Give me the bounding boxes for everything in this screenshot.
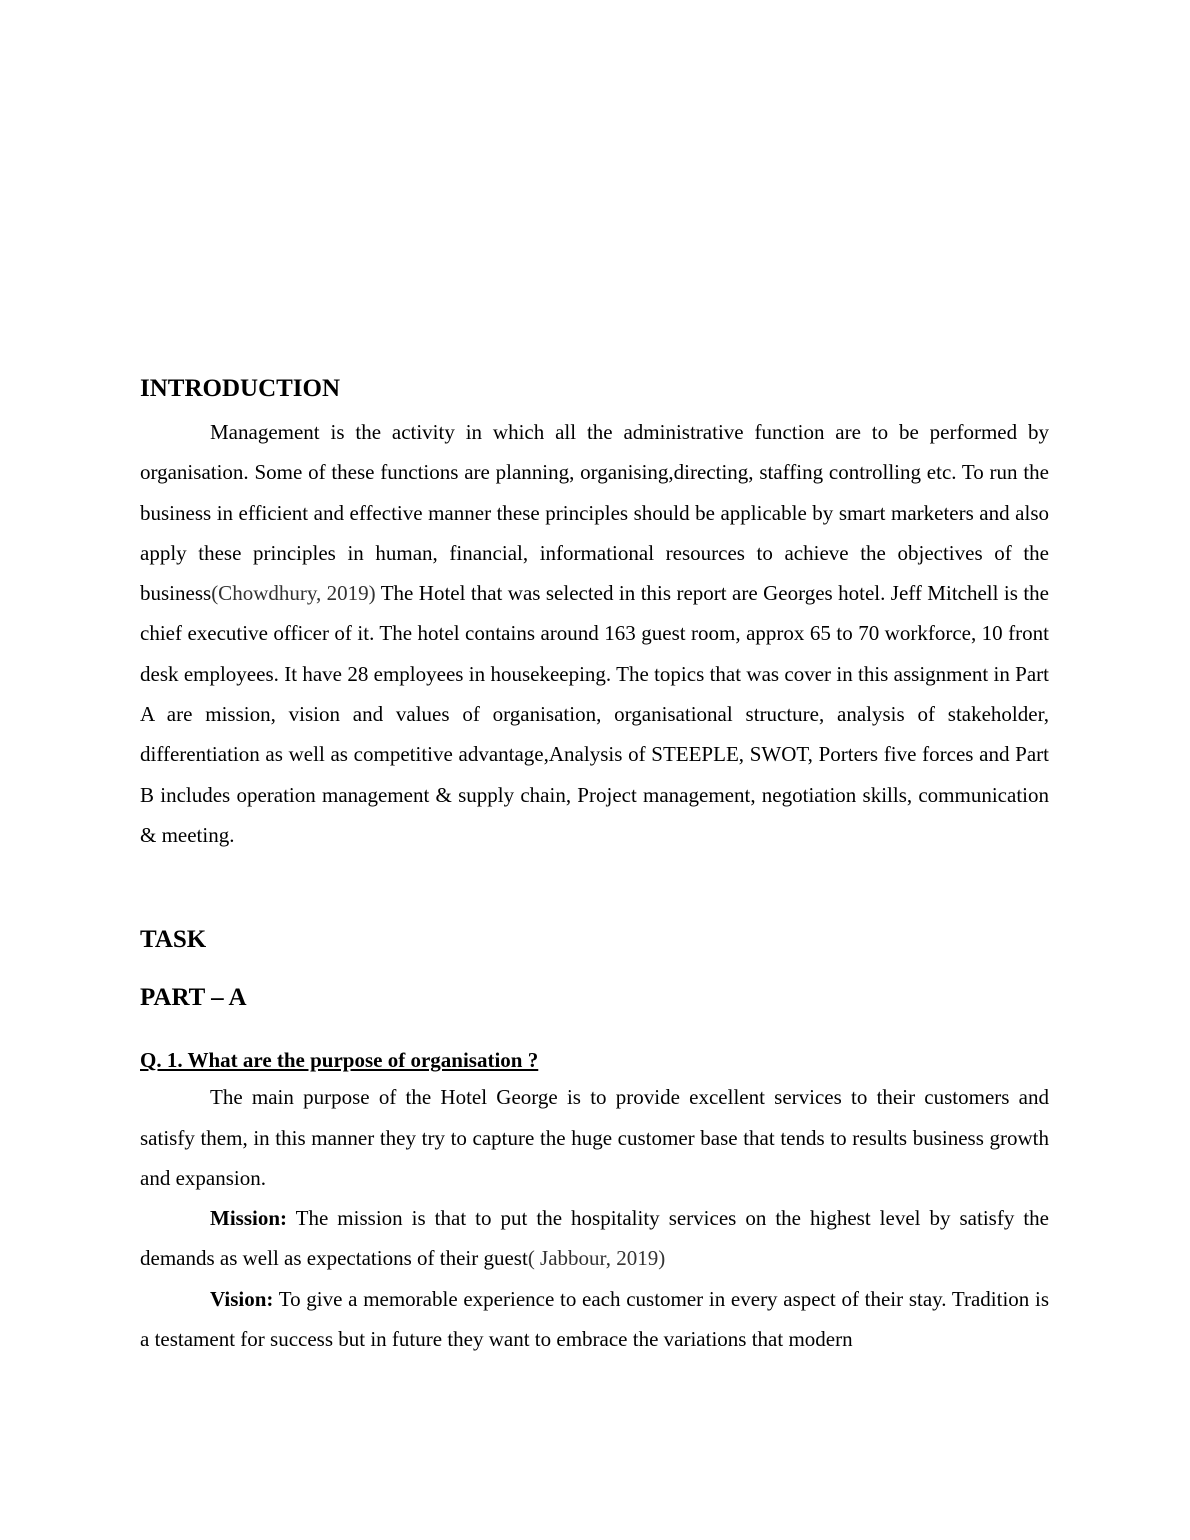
introduction-heading: INTRODUCTION	[140, 375, 341, 402]
part-a-heading: PART – A	[140, 984, 247, 1012]
mission-label: Mission:	[210, 1206, 288, 1231]
introduction-text-part1: Management is the activity in which all the administrative function are to be performed by organisation. Some of these functions are planning, organising,directing, staffing controlling etc. To run the business in efficient and effective manner these principles should be applicable by smart marketers and also apply these principles in human, financial, informational resources to achieve the objectives of the business	[140, 420, 1049, 606]
document-page	[140, 372, 1049, 1359]
question-1-title: Q. 1. What are the purpose of organisation ?	[140, 1048, 539, 1073]
vision-label: Vision:	[210, 1286, 274, 1311]
task-heading: TASK	[140, 926, 207, 954]
mission-paragraph	[140, 1198, 1049, 1279]
mission-citation: ( Jabbour, 2019)	[527, 1246, 666, 1271]
purpose-paragraph: The main purpose of the Hotel George is to provide excellent services to their customers and satisfy them, in this manner they try to capture the huge customer base that tends to results business growth and expansion.	[140, 1085, 1049, 1190]
vision-paragraph	[140, 1279, 1049, 1360]
vision-text: To give a memorable experience to each customer in every aspect of their stay. Tradition is a testament for success but in future they want to embrace the variations that modern	[140, 1286, 1049, 1352]
mission-text: The mission is that to put the hospitality services on the highest level by satisfy the demands as well as expectations of their guest	[140, 1206, 1049, 1271]
introduction-text-part2: The Hotel that was selected in this report are Georges hotel. Jeff Mitchell is the chief executive officer of it. The hotel contains around 163 guest room, approx 65 to 70 workforce, 10 front desk employees. It have 28 employees in housekeeping. The topics that was cover in this assignment in Part A are mission, vision and values of organisation, organisational structure, analysis of stakeholder, differentiation as well as competitive advantage,Analysis of STEEPLE, SWOT, Porters five forces and Part B includes operation management & supply chain, Project management, negotiation skills, communication & meeting.	[140, 581, 1049, 847]
introduction-paragraph	[140, 412, 1049, 855]
introduction-citation: (Chowdhury, 2019)	[211, 581, 376, 606]
